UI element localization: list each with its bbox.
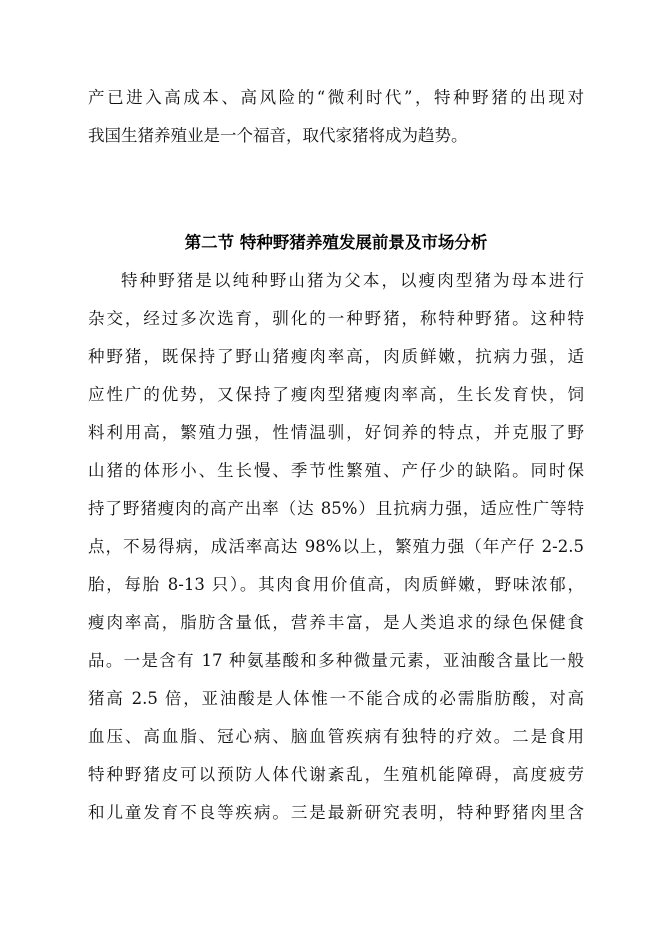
body-line: 点，不易得病，成活率高达 98%以上，繁殖力强（年产仔 2-2.5 (88, 537, 584, 556)
body-line: 猪高 2.5 倍，亚油酸是人体惟一不能合成的必需脂肪酸，对高 (88, 689, 584, 708)
body-line: 特种野猪皮可以预防人体代谢紊乱，生殖机能障碍，高度疲劳 (88, 765, 584, 784)
intro-line: 产已进入高成本、高风险的“微利时代”，特种野猪的出现对 (88, 88, 584, 107)
body-line: 杂交，经过多次选育，驯化的一种野猪，称特种野猪。这种特 (88, 309, 584, 328)
body-line: 料利用高，繁殖力强，性情温驯，好饲养的特点，并克服了野 (88, 423, 584, 442)
body-paragraph (88, 262, 584, 832)
body-line: 应性广的优势，又保持了瘦肉型猪瘦肉率高，生长发育快，饲 (88, 385, 584, 404)
intro-line: 我国生猪养殖业是一个福音，取代家猪将成为趋势。 (88, 126, 468, 145)
body-line: 瘦肉率高，脂肪含量低，营养丰富，是人类追求的绿色保健食 (88, 613, 584, 632)
body-line: 血压、高血脂、冠心病、脑血管疾病有独特的疗效。二是食用 (88, 727, 584, 746)
body-line: 和儿童发育不良等疾病。三是最新研究表明，特种野猪肉里含 (88, 803, 584, 822)
body-line: 品。一是含有 17 种氨基酸和多种微量元素，亚油酸含量比一般 (88, 651, 584, 670)
body-line: 胎，每胎 8-13 只）。其肉食用价值高，肉质鲜嫩，野味浓郁， (88, 575, 584, 594)
body-line: 特种野猪是以纯种野山猪为父本，以瘦肉型猪为母本进行 (121, 271, 584, 290)
intro-paragraph (88, 79, 584, 155)
body-line: 山猪的体形小、生长慢、季节性繁殖、产仔少的缺陷。同时保 (88, 461, 584, 480)
body-line: 种野猪，既保持了野山猪瘦肉率高，肉质鲜嫩，抗病力强，适 (88, 347, 584, 366)
body-line: 持了野猪瘦肉的高产出率（达 85%）且抗病力强，适应性广等特 (88, 499, 584, 518)
section-heading: 第二节 特种野猪养殖发展前景及市场分析 (184, 233, 488, 252)
